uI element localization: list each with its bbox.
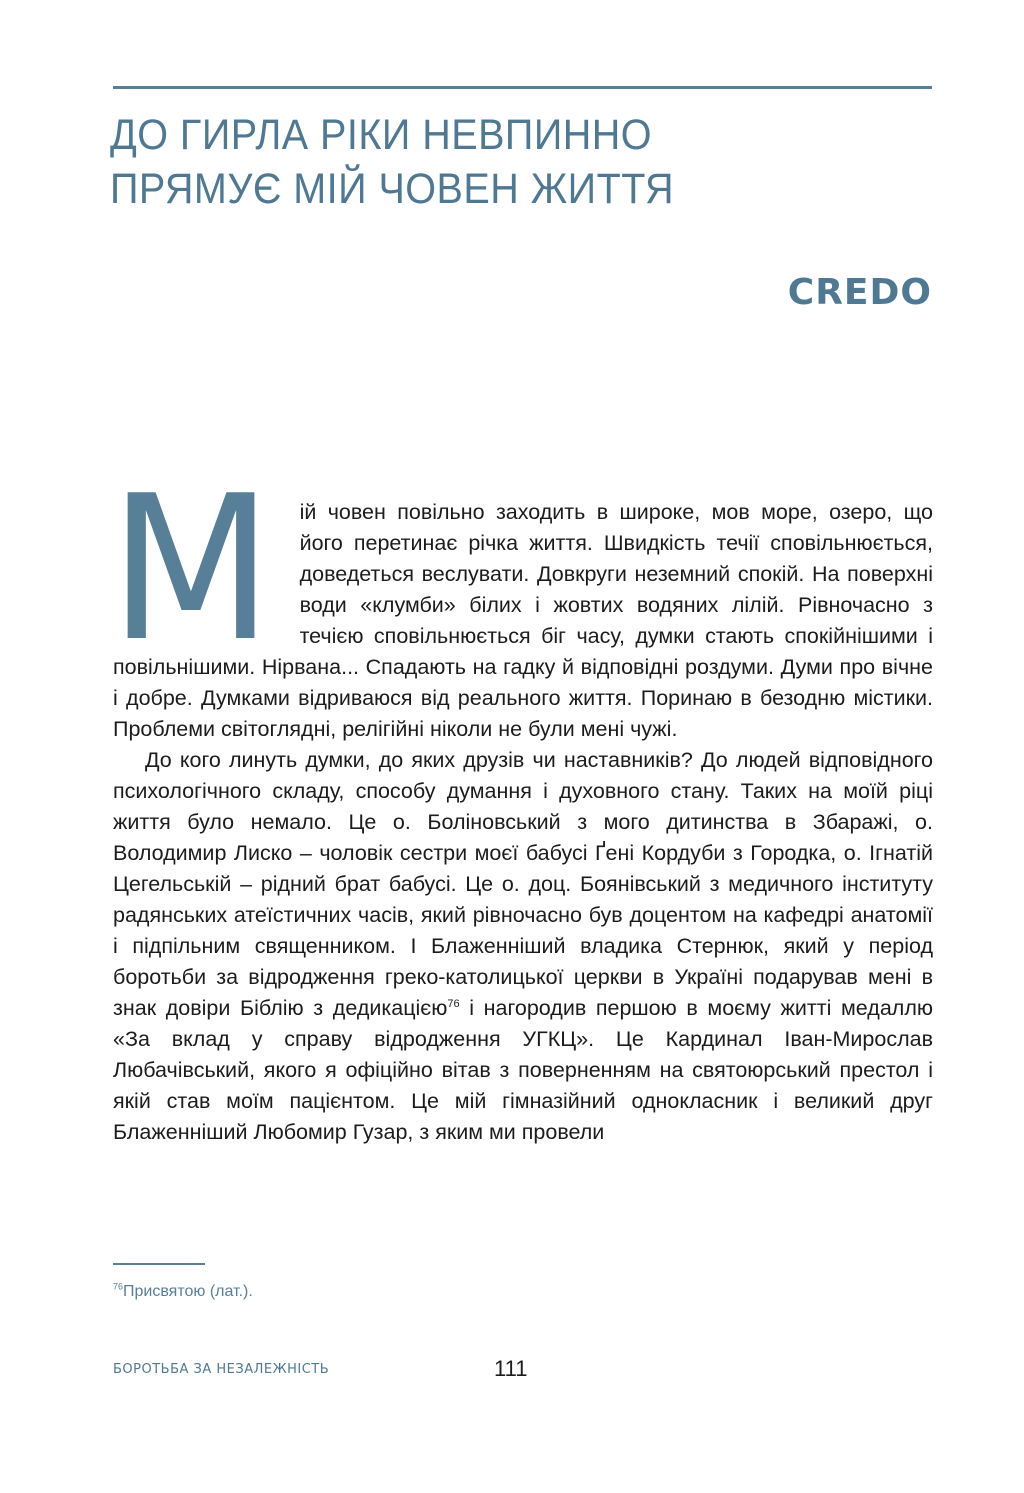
chapter-title-line-1: ДО ГИРЛА РІКИ НЕВПИННО bbox=[110, 111, 653, 159]
footnote bbox=[113, 1283, 253, 1301]
footnote-text: Присвятою (лат.). bbox=[123, 1283, 253, 1300]
paragraph-1 bbox=[109, 453, 933, 745]
body-text bbox=[109, 453, 933, 1148]
running-footer-title: БОРОТЬБА ЗА НЕЗАЛЕЖНІСТЬ bbox=[113, 1362, 330, 1377]
footnote-number: 76 bbox=[113, 1281, 124, 1292]
paragraph-2-text-part-2: і нагородив першою в моєму житті медаллю «За вклад у справу відродження УГКЦ». Це Кардинал Іван-Мирослав Любачівський, якого я офіційно вітав з поверненням на святоюрський престол і якій став моїм пацієнтом. Це мій гімназійний однокласник і великий друг Блаженніший Любомир Гузар, з яким ми провели bbox=[113, 996, 933, 1144]
top-rule-divider bbox=[113, 86, 932, 89]
page-number: 111 bbox=[494, 1356, 528, 1381]
chapter-title-line-2: ПРЯМУЄ МІЙ ЧОВЕН ЖИТТЯ bbox=[110, 165, 674, 213]
footnote-divider bbox=[113, 1263, 205, 1265]
chapter-title bbox=[110, 108, 864, 216]
footnote-reference[interactable]: 76 bbox=[447, 997, 460, 1010]
drop-cap: М bbox=[109, 453, 273, 686]
paragraph-1-text: ій човен повільно заходить в широке, мов море, озеро, що його перетинає річка життя. Швидкість течії сповільнюється, доведеться веслувати. Довкруги неземний спокій. На поверхні води «клумби» білих і жовтих водяних лілій. Рівночасно з течією сповільнюється біг часу, думки стають спокійнішими і повільнішими. Нірвана... Спадають на гадку й відповідні роздуми. Думи про вічне і добре. Думками відриваюся від реального життя. Поринаю в безодню містики. Проблеми світоглядні, релігійні ніколи не були мені чужі. bbox=[113, 500, 933, 741]
section-title: CREDO bbox=[787, 272, 932, 313]
paragraph-2 bbox=[113, 745, 933, 1148]
paragraph-2-text-part-1: До кого линуть думки, до яких друзів чи наставників? До людей відповідного психологічного складу, способу думання і духовного стану. Таких на моїй ріці життя було немало. Це о. Боліновський з мого дитинства в Збаражі, о. Володимир Лиско – чоловік сестри моєї бабусі Ґені Кордуби з Городка, о. Ігнатій Цегельськiй – рідний брат бабусі. Це о. доц. Боянівський з медичного інституту радянських атеїстичних часів, який рівночасно був доцентом на кафедрі анатомії і підпільним священником. І Блаженніший владика Стернюк, який у період боротьби за відродження греко-католицької церкви в Україні подарував мені в знак довіри Біблію з дедикацією bbox=[113, 748, 933, 1020]
